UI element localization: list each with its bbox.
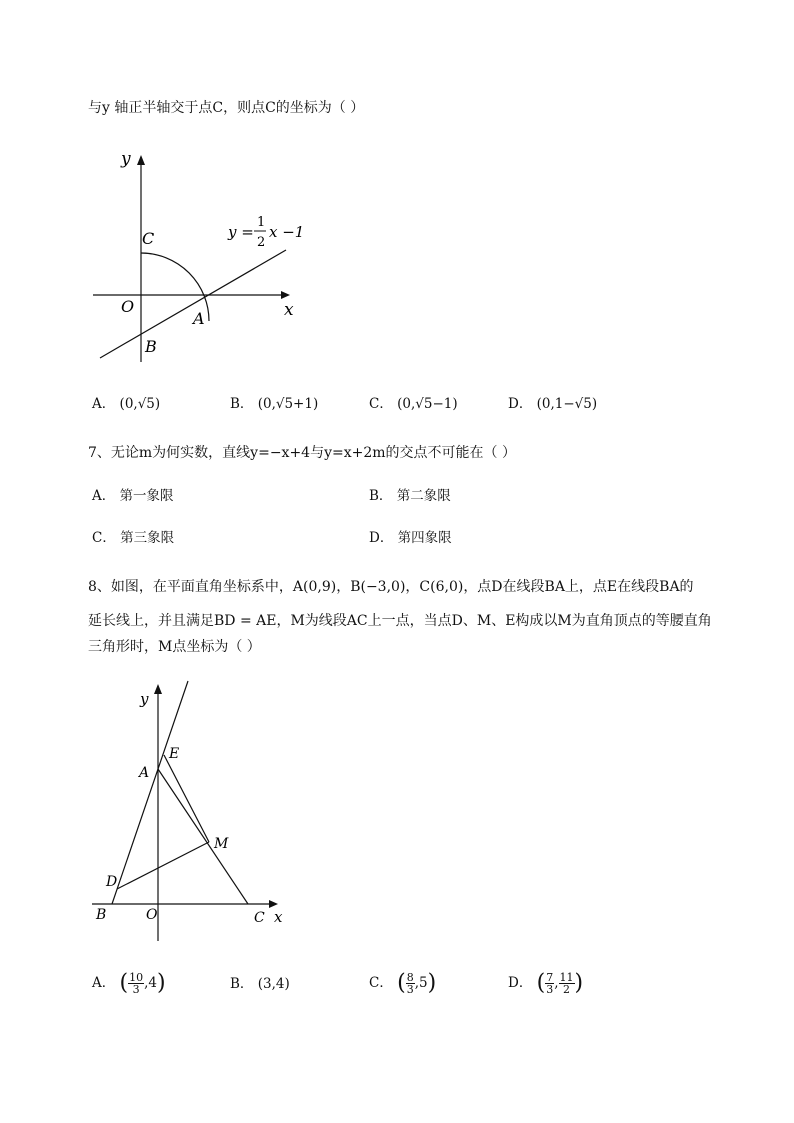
q6-option-c-letter: C． (369, 396, 393, 412)
q6-option-d[interactable] (508, 394, 597, 414)
q6-option-c[interactable] (369, 394, 458, 414)
q8-label-o: O (146, 907, 158, 923)
q6-label-c: C (142, 229, 155, 248)
q8-label-b: B (96, 907, 107, 923)
q8-option-a-den: 3 (132, 983, 140, 996)
q6-label-o: O (121, 297, 135, 316)
q8-option-a-num: 10 (129, 971, 144, 984)
q7-option-d[interactable] (369, 528, 452, 548)
q6-option-a-text: (0,√5) (119, 396, 161, 412)
q6-stem: 与y 轴正半轴交于点C，则点C的坐标为（ ） (88, 100, 365, 116)
q8-label-x: x (274, 908, 283, 926)
q6-option-c-text: (0,√5−1) (397, 396, 458, 412)
q8-stem-line3: 三角形时，M点坐标为（ ） (88, 639, 261, 655)
q8-option-c-den: 3 (406, 983, 414, 996)
q8-option-a-letter: A． (92, 975, 116, 991)
q7-option-a[interactable] (92, 486, 174, 506)
q8-label-d: D (106, 874, 118, 890)
q7-option-b[interactable] (369, 486, 451, 506)
q6-option-b-text: (0,√5+1) (257, 396, 319, 412)
q8-figure (88, 676, 308, 956)
q8-option-b-text: (3,4) (257, 976, 290, 992)
q7-option-b-text: 第二象限 (396, 488, 451, 504)
q8-line-em (164, 755, 209, 842)
q8-stem-line1: 8、如图，在平面直角坐标系中，A(0,9)，B(−3,0)，C(6,0)，点D在线段BA上，点E在线段BA的 (88, 579, 694, 595)
q8-option-d[interactable]: D． ( $\frac{7}{3}$ , $\frac{11}{2}$ ) (508, 970, 584, 996)
q8-line-ac (158, 769, 248, 904)
q7-option-a-letter: A． (92, 488, 116, 504)
q8-option-c-letter: C． (369, 975, 393, 991)
q8-option-c-num: 8 (406, 971, 414, 984)
q8-option-d-num: 7 (546, 971, 554, 984)
q8-option-d-den2: 2 (563, 983, 571, 996)
q7-option-c-text: 第三象限 (120, 530, 175, 546)
q6-eq-num: 1 (257, 215, 266, 230)
q6-label-b: B (145, 337, 157, 356)
q8-label-a: A (139, 765, 150, 781)
q8-option-a[interactable]: A． ( $\frac{10}{3}$ ,4) (92, 970, 166, 996)
q6-figure (88, 140, 318, 370)
q7-option-d-letter: D． (369, 530, 394, 546)
q8-option-b[interactable] (230, 974, 290, 994)
q8-line-ba (112, 681, 188, 904)
q6-label-a: A (193, 309, 205, 328)
q8-option-d-letter: D． (508, 975, 533, 991)
q8-y-arrow (154, 684, 162, 694)
q6-eq-den: 2 (257, 235, 266, 250)
q8-label-y: y (140, 690, 149, 708)
q8-option-d-num2: 11 (559, 971, 574, 984)
q6-option-d-text: (0,1−√5) (536, 396, 598, 412)
q8-option-b-letter: B． (230, 976, 254, 992)
q7-stem: 7、无论m为何实数，直线y=−x+4与y=x+2m的交点不可能在（ ） (88, 445, 516, 461)
q7-option-c[interactable] (92, 528, 174, 548)
q6-option-a[interactable] (92, 394, 160, 414)
q6-y-arrow (137, 155, 145, 165)
q6-label-y: y (121, 149, 131, 169)
q6-eq-lhs: y = (228, 223, 254, 241)
q6-option-b-letter: B． (230, 396, 254, 412)
q7-option-d-text: 第四象限 (397, 530, 452, 546)
q8-label-m: M (214, 836, 229, 852)
q8-label-c: C (254, 910, 265, 926)
q7-option-c-letter: C． (92, 530, 116, 546)
q6-option-b[interactable] (230, 394, 318, 414)
q8-option-c[interactable]: C． ( $\frac{8}{3}$ ,5) (369, 970, 437, 996)
q8-option-c-rest: ,5 (414, 975, 428, 991)
q8-option-a-rest: ,4 (144, 975, 158, 991)
q8-stem-line2: 延长线上，并且满足BD = AE，M为线段AC上一点，当点D、M、E构成以M为直角顶点的等腰直角 (88, 613, 712, 629)
q7-option-a-text: 第一象限 (119, 488, 174, 504)
q8-x-arrow (269, 900, 278, 908)
q6-eq-rhs: x −1 (269, 223, 305, 241)
q6-option-a-letter: A． (92, 396, 116, 412)
q6-label-x: x (284, 300, 294, 320)
q6-option-d-letter: D． (508, 396, 533, 412)
q8-label-e: E (169, 746, 180, 762)
q7-option-b-letter: B． (369, 488, 393, 504)
q8-option-d-den: 3 (546, 983, 554, 996)
q6-x-arrow (281, 291, 290, 299)
